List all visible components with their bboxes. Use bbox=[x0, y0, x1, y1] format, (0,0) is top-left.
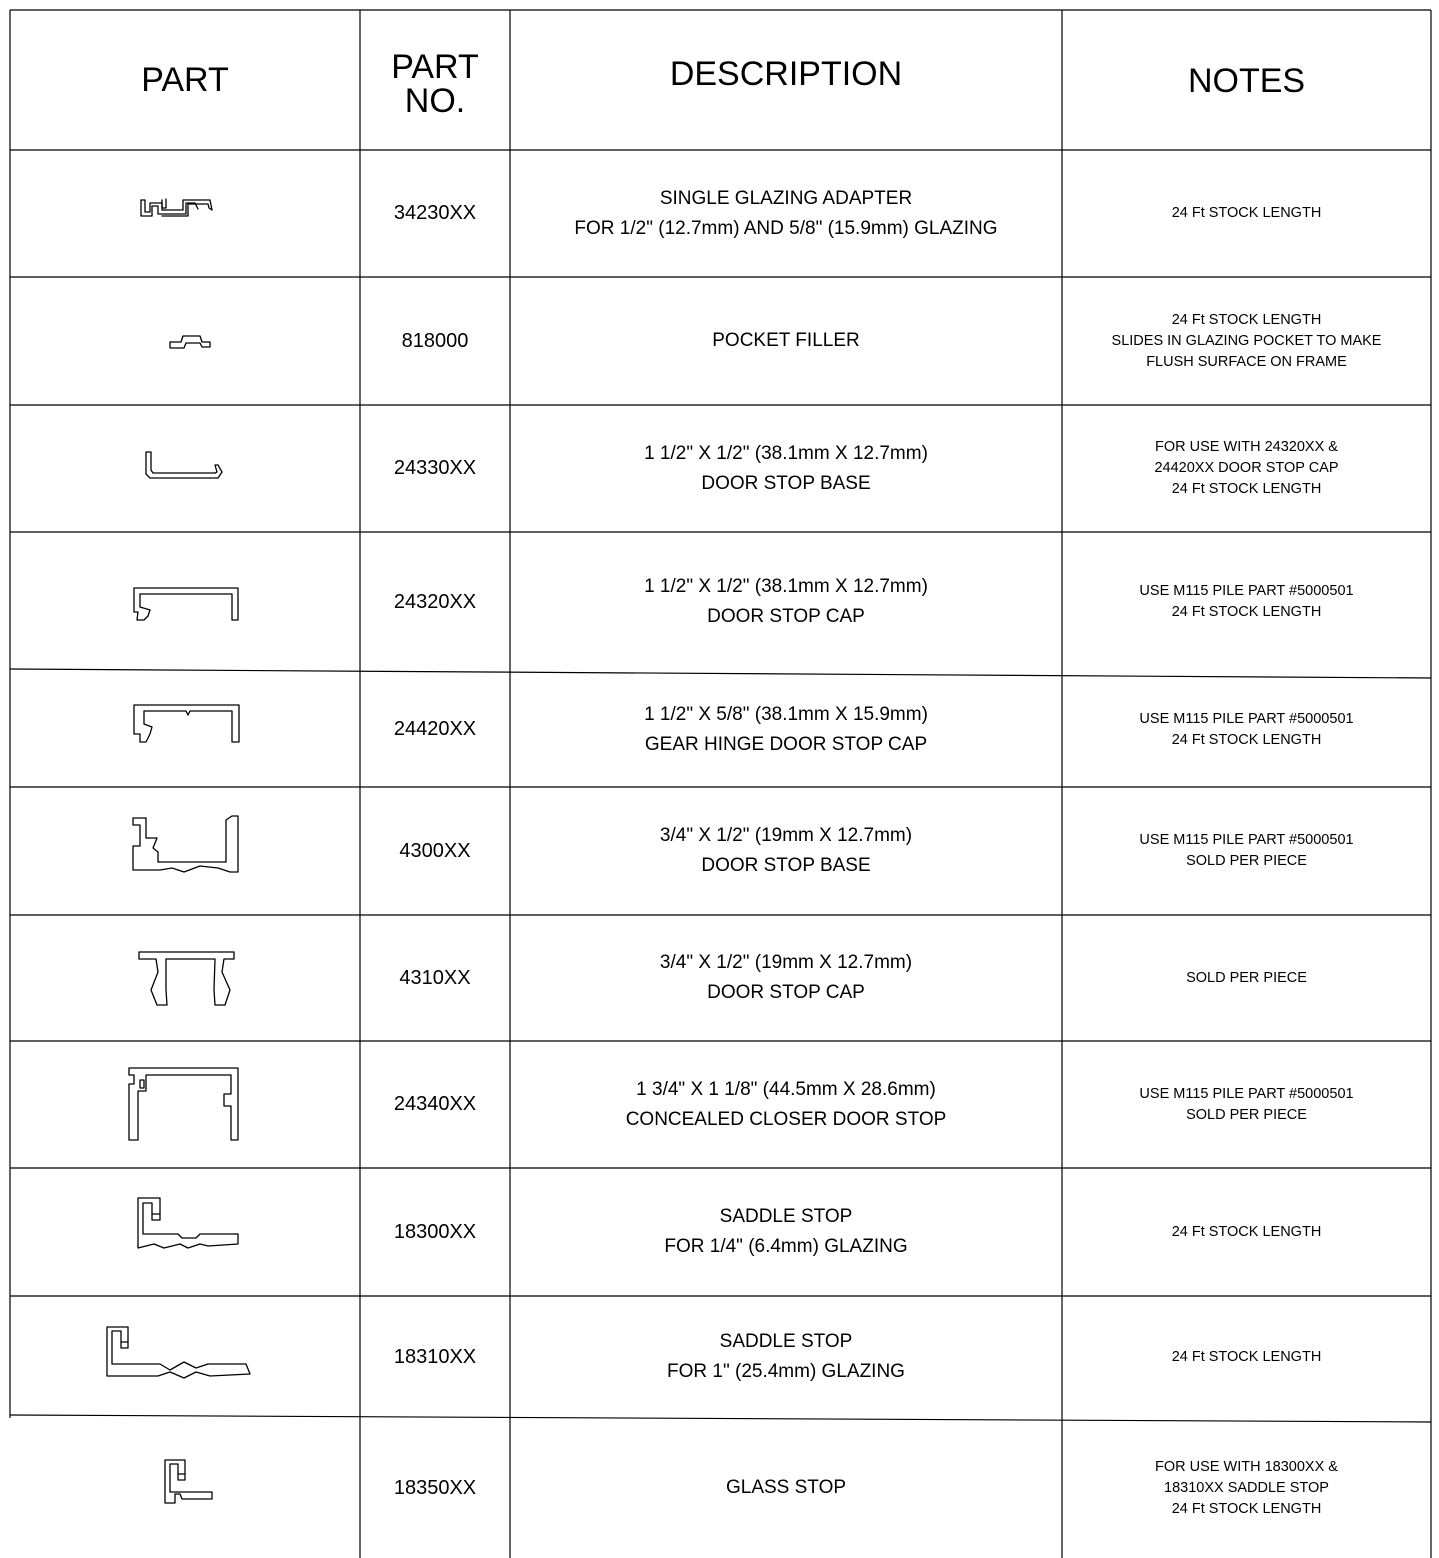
description-cell bbox=[510, 672, 1062, 787]
description-cell bbox=[510, 150, 1062, 277]
description-line: POCKET FILLER bbox=[712, 330, 860, 351]
notes-line: FLUSH SURFACE ON FRAME bbox=[1146, 353, 1347, 370]
notes-line: USE M115 PILE PART #5000501 bbox=[1139, 1085, 1354, 1102]
notes-cell bbox=[1062, 150, 1431, 277]
pocket-filler-profile-icon bbox=[170, 336, 210, 348]
header-part-no bbox=[360, 10, 510, 150]
part-number-cell bbox=[360, 1041, 510, 1168]
notes-cell bbox=[1062, 405, 1431, 532]
notes-line: 24 Ft STOCK LENGTH bbox=[1171, 1500, 1322, 1517]
profile-outline bbox=[129, 1068, 238, 1140]
part-number: 24330XX bbox=[393, 457, 477, 479]
notes-line: SLIDES IN GLAZING POCKET TO MAKE bbox=[1111, 332, 1382, 349]
description-cell bbox=[510, 405, 1062, 532]
header-part-no-line-1: PART bbox=[391, 48, 479, 86]
part-number: 18310XX bbox=[393, 1345, 477, 1368]
part-number-cell bbox=[360, 672, 510, 787]
notes-line: 24420XX DOOR STOP CAP bbox=[1154, 460, 1339, 476]
notes-cell bbox=[1062, 915, 1431, 1041]
notes-line: 24 Ft STOCK LENGTH bbox=[1171, 205, 1322, 221]
part-number-cell bbox=[360, 150, 510, 277]
profile-outline bbox=[140, 1080, 144, 1088]
profile-outline bbox=[107, 1327, 250, 1378]
part-number: 818000 bbox=[401, 329, 469, 352]
description-line: SADDLE STOP bbox=[719, 1206, 853, 1227]
part-number: 34230XX bbox=[393, 202, 477, 224]
part-number-cell bbox=[360, 1296, 510, 1418]
description-line: FOR 1/4" (6.4mm) GLAZING bbox=[664, 1236, 908, 1257]
description-cell bbox=[510, 1296, 1062, 1418]
part-number-cell bbox=[360, 787, 510, 915]
profile-outline bbox=[178, 1474, 185, 1480]
notes-line: 24 Ft STOCK LENGTH bbox=[1171, 311, 1322, 328]
profile-outline bbox=[134, 588, 238, 620]
notes-cell bbox=[1062, 1418, 1431, 1558]
notes-line: SOLD PER PIECE bbox=[1186, 1106, 1307, 1123]
profile-outline bbox=[134, 705, 239, 742]
part-number-cell bbox=[360, 405, 510, 532]
saddle-stop-one-inch-profile-icon bbox=[107, 1327, 250, 1378]
description-line: DOOR STOP BASE bbox=[701, 472, 871, 494]
door-stop-cap-profile-icon bbox=[134, 588, 238, 620]
notes-line: 24 Ft STOCK LENGTH bbox=[1171, 1348, 1322, 1365]
notes-line: FOR USE WITH 18300XX & bbox=[1155, 1458, 1338, 1475]
header-notes-label: NOTES bbox=[1187, 62, 1306, 100]
description-line: 3/4" X 1/2" (19mm X 12.7mm) bbox=[659, 952, 913, 973]
notes-line: USE M115 PILE PART #5000501 bbox=[1139, 583, 1354, 599]
description-cell bbox=[510, 787, 1062, 915]
header-part bbox=[10, 10, 360, 150]
notes-line: FOR USE WITH 24320XX & bbox=[1155, 439, 1338, 455]
description-line: SINGLE GLAZING ADAPTER bbox=[659, 187, 913, 209]
notes-line: USE M115 PILE PART #5000501 bbox=[1139, 710, 1354, 727]
small-door-stop-cap-profile-icon bbox=[139, 952, 234, 1005]
description-line: GLASS STOP bbox=[725, 1477, 847, 1498]
part-number: 18350XX bbox=[393, 1476, 477, 1499]
profile-outline bbox=[121, 1342, 128, 1348]
description-line: CONCEALED CLOSER DOOR STOP bbox=[625, 1108, 947, 1130]
header-description bbox=[510, 10, 1062, 150]
description-cell bbox=[510, 277, 1062, 405]
notes-line: 24 Ft STOCK LENGTH bbox=[1171, 604, 1322, 620]
small-door-stop-base-profile-icon bbox=[133, 816, 238, 872]
notes-line: 24 Ft STOCK LENGTH bbox=[1171, 1223, 1322, 1240]
part-number: 18300XX bbox=[393, 1220, 477, 1243]
notes-line: 24 Ft STOCK LENGTH bbox=[1171, 481, 1322, 497]
part-number: 4310XX bbox=[399, 966, 471, 989]
gear-hinge-door-stop-cap-profile-icon bbox=[134, 705, 239, 742]
notes-cell bbox=[1062, 1296, 1431, 1418]
profile-outline bbox=[162, 199, 166, 208]
description-line: DOOR STOP CAP bbox=[707, 982, 865, 1003]
description-cell bbox=[510, 1041, 1062, 1168]
description-line: 1 3/4" X 1 1/8" (44.5mm X 28.6mm) bbox=[636, 1078, 936, 1100]
part-number: 24340XX bbox=[393, 1093, 477, 1115]
description-cell bbox=[510, 1168, 1062, 1296]
description-line: DOOR STOP BASE bbox=[701, 855, 871, 876]
header-description-label: DESCRIPTION bbox=[669, 55, 903, 93]
notes-cell bbox=[1062, 1041, 1431, 1168]
header-notes bbox=[1062, 10, 1431, 150]
glass-stop-profile-icon bbox=[165, 1460, 212, 1503]
part-number-cell bbox=[360, 277, 510, 405]
header-part-no-line-2: NO. bbox=[404, 82, 466, 120]
profile-outline bbox=[139, 952, 234, 1005]
part-number: 24320XX bbox=[393, 590, 477, 613]
saddle-stop-quarter-profile-icon bbox=[138, 1198, 238, 1248]
profile-outline bbox=[133, 816, 238, 872]
description-line: SADDLE STOP bbox=[719, 1331, 853, 1352]
part-number-cell bbox=[360, 915, 510, 1041]
part-number-cell bbox=[360, 1168, 510, 1296]
profile-outline bbox=[146, 452, 222, 478]
description-line: 3/4" X 1/2" (19mm X 12.7mm) bbox=[659, 825, 913, 846]
description-line: 1 1/2" X 1/2" (38.1mm X 12.7mm) bbox=[644, 576, 928, 597]
description-line: 1 1/2" X 1/2" (38.1mm X 12.7mm) bbox=[644, 442, 928, 464]
single-glazing-adapter-profile-icon bbox=[141, 199, 212, 216]
part-number: 24420XX bbox=[393, 718, 477, 740]
profile-outline bbox=[138, 1198, 238, 1248]
notes-cell bbox=[1062, 672, 1431, 787]
description-line: GEAR HINGE DOOR STOP CAP bbox=[644, 733, 928, 755]
notes-line: 18310XX SADDLE STOP bbox=[1164, 1479, 1329, 1496]
notes-line: SOLD PER PIECE bbox=[1186, 853, 1307, 869]
notes-cell bbox=[1062, 532, 1431, 672]
notes-line: SOLD PER PIECE bbox=[1186, 969, 1307, 986]
profile-outline bbox=[165, 1460, 212, 1503]
profile-outline bbox=[152, 1214, 160, 1220]
description-line: DOOR STOP CAP bbox=[707, 606, 865, 627]
description-line: FOR 1" (25.4mm) GLAZING bbox=[667, 1361, 905, 1382]
description-line: 1 1/2" X 5/8" (38.1mm X 15.9mm) bbox=[644, 703, 928, 725]
notes-line: 24 Ft STOCK LENGTH bbox=[1171, 731, 1322, 748]
notes-cell bbox=[1062, 787, 1431, 915]
profile-outline bbox=[170, 336, 210, 348]
description-cell bbox=[510, 532, 1062, 672]
door-stop-base-profile-icon bbox=[146, 452, 222, 478]
notes-cell bbox=[1062, 277, 1431, 405]
concealed-closer-door-stop-profile-icon bbox=[129, 1068, 238, 1140]
description-cell bbox=[510, 1418, 1062, 1558]
part-number-cell bbox=[360, 532, 510, 672]
description-line: FOR 1/2" (12.7mm) AND 5/8" (15.9mm) GLAZING bbox=[574, 217, 998, 239]
part-number-cell bbox=[360, 1418, 510, 1558]
description-cell bbox=[510, 915, 1062, 1041]
header-part-label: PART bbox=[141, 61, 229, 99]
notes-line: USE M115 PILE PART #5000501 bbox=[1139, 832, 1354, 848]
part-number: 4300XX bbox=[399, 839, 471, 862]
notes-cell bbox=[1062, 1168, 1431, 1296]
